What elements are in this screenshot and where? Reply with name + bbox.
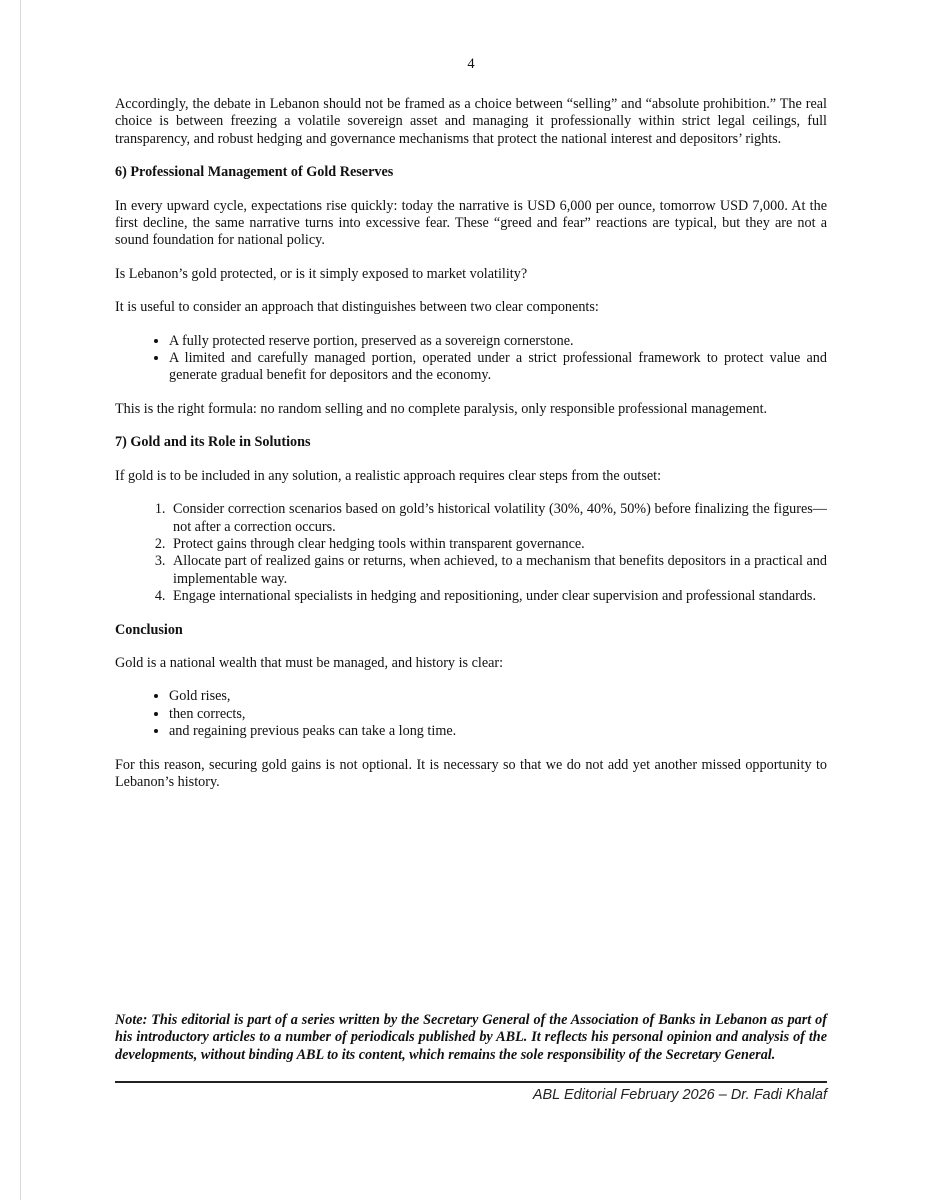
list-item: • and regaining previous peaks can take a long time. xyxy=(169,723,827,740)
list-item: 1. Consider correction scenarios based on gold’s historical volatility (30%, 40%, 50%) before finalizing the figures—not after a correction occurs. xyxy=(169,501,827,536)
list-item: 2. Protect gains through clear hedging tools within transparent governance. xyxy=(169,536,827,553)
list-item: • then corrects, xyxy=(169,706,827,723)
list-item: 3. Allocate part of realized gains or returns, when achieved, to a mechanism that benefits depositors in a practical and implementable way. xyxy=(169,553,827,588)
section-6-heading: 6) Professional Management of Gold Reserves xyxy=(115,164,394,181)
article-body xyxy=(115,96,827,807)
page-edge-shadow xyxy=(20,0,21,1200)
page-number: 4 xyxy=(467,56,475,72)
section-6-paragraph: Is Lebanon’s gold protected, or is it simply exposed to market volatility? xyxy=(115,265,528,282)
section-6-paragraph: It is useful to consider an approach that distinguishes between two clear components: xyxy=(115,299,599,316)
section-6-bullet-list xyxy=(115,333,827,385)
section-7-intro: If gold is to be included in any solution, a realistic approach requires clear steps from the outset: xyxy=(115,467,662,484)
conclusion-closing: For this reason, securing gold gains is not optional. It is necessary so that we do not add yet another missed opportunity to Lebanon’s history. xyxy=(115,756,827,790)
conclusion-bullet-list xyxy=(115,688,827,740)
section-6-closing: This is the right formula: no random selling and no complete paralysis, only responsible professional management. xyxy=(115,400,768,417)
section-6-paragraph: In every upward cycle, expectations rise quickly: today the narrative is USD 6,000 per ounce, tomorrow USD 7,000. At the first decline, the same narrative turns into excessive fear. These “greed and fear” reactions are typical, but they are not a sound foundation for national policy. xyxy=(115,197,827,249)
footer-divider xyxy=(115,1081,827,1083)
section-7-heading: 7) Gold and its Role in Solutions xyxy=(115,434,311,451)
editorial-note: Note: This editorial is part of a series written by the Secretary General of the Association of Banks in Lebanon as part of his introductory articles to a number of periodicals published by ABL. It reflects his personal opinion and analysis of the developments, without binding ABL to its content, which remains the sole responsibility of the Secretary General. xyxy=(115,1012,827,1063)
list-item: • A limited and carefully managed portion, operated under a strict professional framework to protect value and generate gradual benefit for depositors and the economy. xyxy=(169,350,827,385)
list-item: • A fully protected reserve portion, preserved as a sovereign cornerstone. xyxy=(169,333,827,350)
list-item: 4. Engage international specialists in hedging and repositioning, under clear supervision and professional standards. xyxy=(169,588,827,605)
section-7-numbered-list xyxy=(115,501,827,605)
list-item: • Gold rises, xyxy=(169,688,827,705)
conclusion-intro: Gold is a national wealth that must be managed, and history is clear: xyxy=(115,654,504,671)
intro-paragraph: Accordingly, the debate in Lebanon should not be framed as a choice between “selling” and “absolute prohibition.” The real choice is between freezing a volatile sovereign asset and managing it professionally within strict legal ceilings, full transparency, and robust hedging and governance mechanisms that protect the national interest and depositors’ rights. xyxy=(115,96,827,147)
conclusion-heading: Conclusion xyxy=(115,621,183,638)
footer-credit: ABL Editorial February 2026 – Dr. Fadi Khalaf xyxy=(532,1087,827,1103)
